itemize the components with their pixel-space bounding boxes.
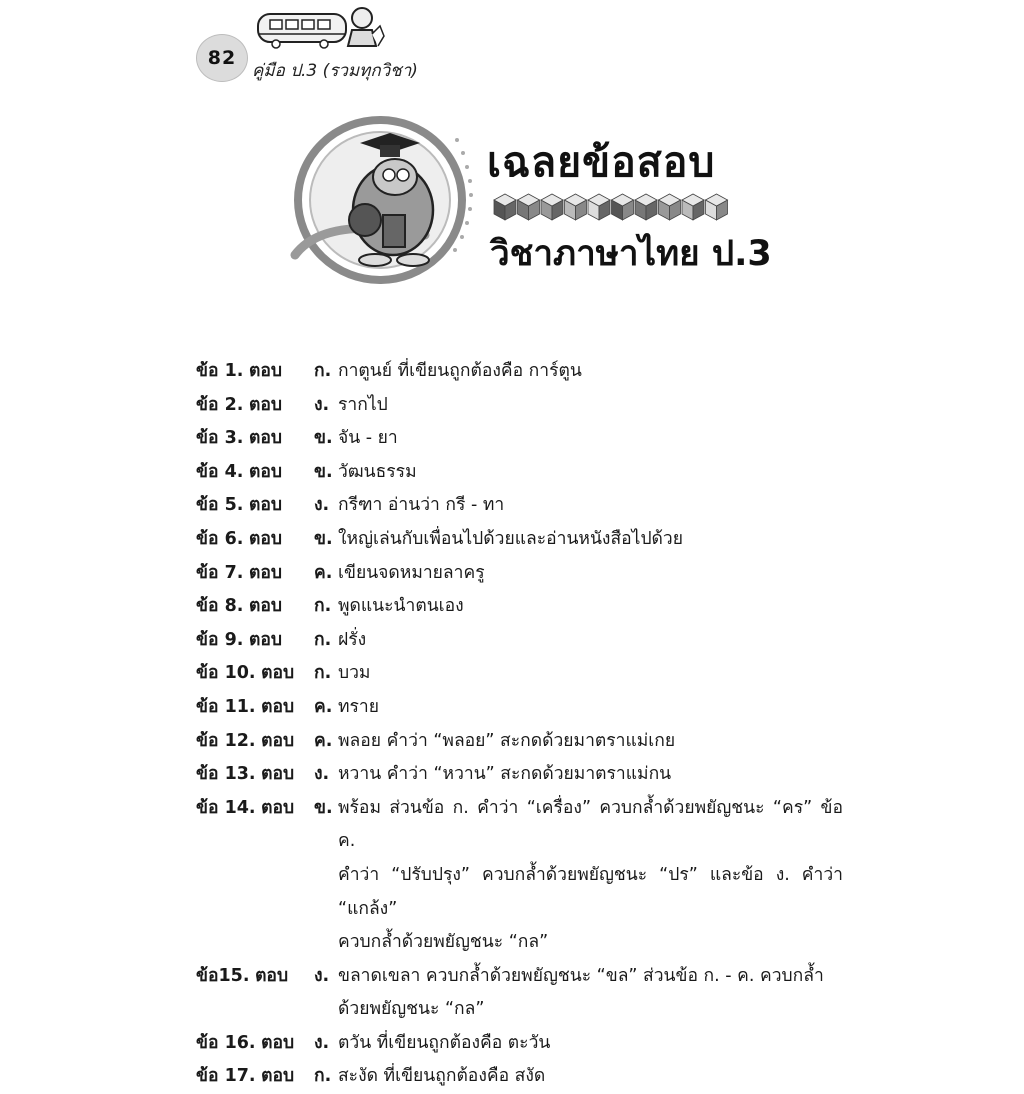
answer-choice: ค. bbox=[314, 696, 333, 717]
answer-explanation-line: กาตูนย์ ที่เขียนถูกต้องคือ การ์ตูน bbox=[338, 361, 582, 381]
answer-explanation-line: บวม bbox=[338, 663, 371, 684]
answer-choice: ง. bbox=[314, 764, 330, 785]
answer-explanation-line: หวาน คำว่า “หวาน” สะกดด้วยมาตราแม่กน bbox=[338, 764, 672, 785]
question-number: ข้อ 11. bbox=[196, 696, 256, 717]
question-number-label bbox=[196, 725, 314, 759]
answer-explanation bbox=[338, 422, 843, 456]
answer-explanation-line: กรีฑา อ่านว่า กรี - ทา bbox=[338, 495, 505, 516]
answer-row bbox=[196, 960, 876, 1027]
question-number-label bbox=[196, 456, 314, 490]
answer-label: ตอบ bbox=[248, 562, 282, 583]
answer-label: ตอบ bbox=[255, 965, 289, 986]
question-number-label bbox=[196, 960, 314, 994]
question-number: ข้อ 2. bbox=[196, 394, 244, 415]
question-number-label bbox=[196, 758, 314, 792]
answer-label: ตอบ bbox=[248, 361, 282, 381]
answer-explanation-line: สะงัด ที่เขียนถูกต้องคือ สงัด bbox=[338, 1066, 546, 1087]
question-number-label bbox=[196, 590, 314, 624]
question-number-label bbox=[196, 389, 314, 423]
answer-choice: ค. bbox=[314, 562, 333, 583]
question-number: ข้อ15. bbox=[196, 965, 250, 986]
question-number: ข้อ 16. bbox=[196, 1032, 256, 1053]
answer-label: ตอบ bbox=[248, 629, 282, 650]
answer-label: ตอบ bbox=[261, 663, 295, 684]
banner-title: เฉลยข้อสอบ bbox=[487, 138, 716, 186]
answer-explanation bbox=[338, 792, 843, 960]
answer-row bbox=[196, 792, 876, 960]
answer-explanation-line: ขลาดเขลา ควบกล้ำด้วยพยัญชนะ “ขล” ส่วนข้อ ก. - ค. ควบกล้ำ bbox=[338, 965, 824, 986]
answer-label: ตอบ bbox=[248, 495, 282, 516]
graduate-mascot-icon bbox=[285, 115, 495, 285]
answer-choice: ค. bbox=[314, 730, 333, 751]
question-number-label bbox=[196, 624, 314, 658]
answer-label: ตอบ bbox=[261, 696, 295, 717]
answer-label: ตอบ bbox=[261, 1032, 295, 1053]
answer-explanation-line: วัฒนธรรม bbox=[338, 461, 417, 482]
answer-row bbox=[196, 456, 876, 490]
answer-explanation-line: พร้อม ส่วนข้อ ก. คำว่า “เครื่อง” ควบกล้ำด้วยพยัญชนะ “คร” ข้อ ค. bbox=[338, 797, 843, 852]
answer-explanation bbox=[338, 489, 843, 523]
question-number: ข้อ 8. bbox=[196, 596, 244, 617]
question-number: ข้อ 5. bbox=[196, 495, 244, 516]
answer-choice: ก. bbox=[314, 361, 332, 381]
question-number-label bbox=[196, 657, 314, 691]
question-number: ข้อ 4. bbox=[196, 461, 244, 482]
question-number: ข้อ 3. bbox=[196, 428, 244, 449]
book-title: คู่มือ ป.3 (รวมทุกวิชา) bbox=[252, 61, 418, 81]
answer-explanation bbox=[338, 691, 843, 725]
answer-label: ตอบ bbox=[248, 528, 282, 549]
answer-row bbox=[196, 590, 876, 624]
answer-explanation-line: พลอย คำว่า “พลอย” สะกดด้วยมาตราแม่เกย bbox=[338, 730, 676, 751]
answer-label: ตอบ bbox=[261, 764, 295, 785]
question-number: ข้อ 10. bbox=[196, 663, 256, 684]
answer-explanation-line: คำว่า “ปรับปรุง” ควบกล้ำด้วยพยัญชนะ “ปร” และข้อ ง. คำว่า “แกล้ง” bbox=[338, 864, 843, 919]
answer-explanation bbox=[338, 590, 843, 624]
page-number: 82 bbox=[196, 34, 248, 82]
answer-label: ตอบ bbox=[248, 461, 282, 482]
answer-explanation-line: ด้วยพยัญชนะ “กล” bbox=[338, 999, 485, 1020]
answer-label: ตอบ bbox=[261, 1066, 295, 1087]
answer-explanation-line: ควบกล้ำด้วยพยัญชนะ “กล” bbox=[338, 932, 549, 953]
answer-row bbox=[196, 355, 876, 389]
answer-explanation-line: เขียนจดหมายลาครู bbox=[338, 562, 485, 583]
answer-list bbox=[196, 355, 876, 1094]
train-icon bbox=[252, 0, 387, 52]
answer-choice: ก. bbox=[314, 663, 332, 684]
question-number: ข้อ 7. bbox=[196, 562, 244, 583]
answer-explanation bbox=[338, 557, 843, 591]
answer-row bbox=[196, 389, 876, 423]
answer-explanation bbox=[338, 624, 843, 658]
answer-choice: ข. bbox=[314, 428, 333, 449]
answer-explanation-line: ฝรั่ง bbox=[338, 629, 367, 650]
answer-explanation bbox=[338, 523, 843, 557]
banner-subtitle: วิชาภาษาไทย ป.3 bbox=[490, 234, 772, 274]
answer-label: ตอบ bbox=[248, 428, 282, 449]
answer-row bbox=[196, 557, 876, 591]
answer-choice: ง. bbox=[314, 495, 330, 516]
answer-row bbox=[196, 1060, 876, 1094]
answer-choice: ข. bbox=[314, 797, 333, 818]
answer-choice: ก. bbox=[314, 1066, 332, 1087]
answer-row bbox=[196, 758, 876, 792]
answer-explanation-line: พูดแนะนำตนเอง bbox=[338, 596, 464, 617]
question-number: ข้อ 1. bbox=[196, 361, 244, 381]
question-number: ข้อ 14. bbox=[196, 797, 256, 818]
answer-choice: ข. bbox=[314, 528, 333, 549]
answer-row bbox=[196, 1027, 876, 1061]
answer-choice: ง. bbox=[314, 1032, 330, 1053]
question-number-label bbox=[196, 489, 314, 523]
answer-explanation-line: ทราย bbox=[338, 696, 380, 717]
answer-row bbox=[196, 489, 876, 523]
answer-explanation bbox=[338, 960, 843, 1027]
answer-explanation bbox=[338, 1027, 843, 1061]
question-number-label bbox=[196, 1060, 314, 1094]
answer-explanation bbox=[338, 456, 843, 490]
question-number: ข้อ 13. bbox=[196, 764, 256, 785]
answer-row bbox=[196, 422, 876, 456]
answer-explanation bbox=[338, 657, 843, 691]
answer-label: ตอบ bbox=[248, 394, 282, 415]
answer-row bbox=[196, 624, 876, 658]
answer-choice: ง. bbox=[314, 965, 330, 986]
question-number: ข้อ 17. bbox=[196, 1066, 256, 1087]
question-number-label bbox=[196, 355, 314, 389]
answer-row bbox=[196, 725, 876, 759]
answer-row bbox=[196, 657, 876, 691]
answer-choice: ก. bbox=[314, 596, 332, 617]
question-number-label bbox=[196, 557, 314, 591]
answer-row bbox=[196, 523, 876, 557]
answer-explanation bbox=[338, 1060, 843, 1094]
answer-label: ตอบ bbox=[261, 730, 295, 751]
question-number: ข้อ 9. bbox=[196, 629, 244, 650]
answer-choice: ข. bbox=[314, 461, 333, 482]
answer-explanation-line: รากไป bbox=[338, 394, 388, 415]
question-number: ข้อ 6. bbox=[196, 528, 244, 549]
answer-explanation bbox=[338, 758, 843, 792]
question-number-label bbox=[196, 523, 314, 557]
question-number: ข้อ 12. bbox=[196, 730, 256, 751]
question-number-label bbox=[196, 691, 314, 725]
answer-explanation bbox=[338, 725, 843, 759]
answer-explanation bbox=[338, 389, 843, 423]
cube-row-decoration bbox=[490, 186, 730, 224]
answer-row bbox=[196, 691, 876, 725]
question-number-label bbox=[196, 422, 314, 456]
answer-choice: ก. bbox=[314, 629, 332, 650]
answer-label: ตอบ bbox=[248, 596, 282, 617]
question-number-label bbox=[196, 792, 314, 826]
answer-explanation bbox=[338, 355, 843, 389]
answer-explanation-line: ใหญ่เล่นกับเพื่อนไปด้วยและอ่านหนังสือไปด้วย bbox=[338, 528, 684, 549]
answer-label: ตอบ bbox=[261, 797, 295, 818]
answer-explanation-line: จัน - ยา bbox=[338, 428, 398, 449]
answer-choice: ง. bbox=[314, 394, 330, 415]
question-number-label bbox=[196, 1027, 314, 1061]
answer-explanation-line: ตวัน ที่เขียนถูกต้องคือ ตะวัน bbox=[338, 1032, 551, 1053]
